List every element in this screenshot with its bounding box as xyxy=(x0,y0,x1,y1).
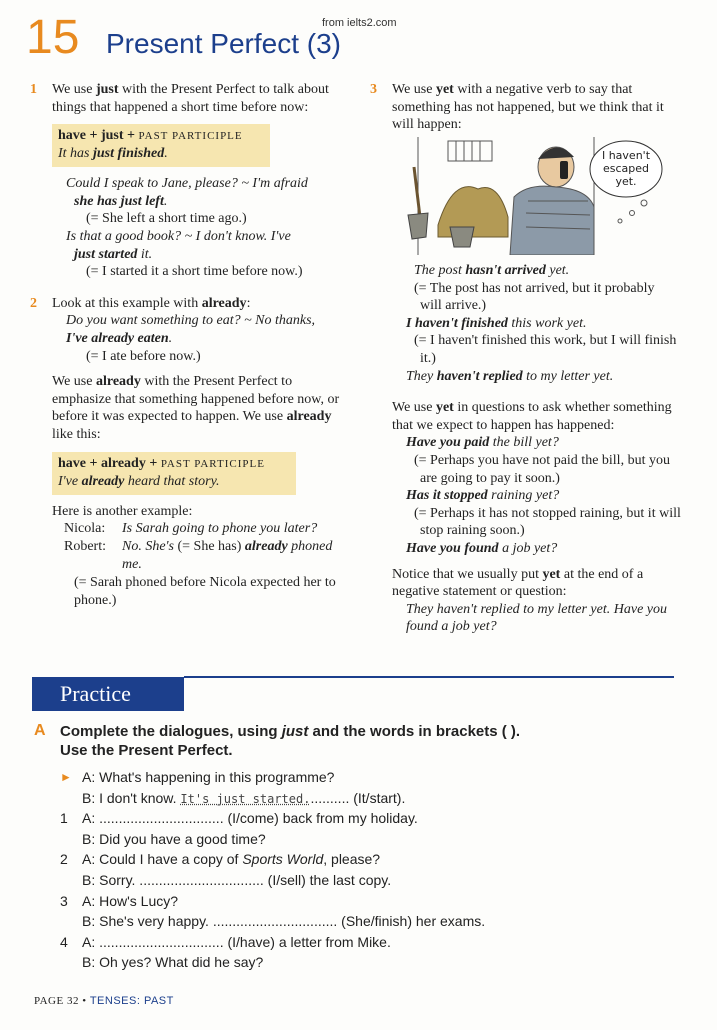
unit-number: 15 xyxy=(26,11,80,64)
formula-already-example: I've already heard that story. xyxy=(58,473,220,489)
left-column xyxy=(30,81,342,609)
page-footer xyxy=(34,995,174,1007)
blank-3-line[interactable]: B: She's very happy. ................................ (She/finish) her exams. xyxy=(82,913,486,930)
example-post: The post hasn't arrived yet. xyxy=(414,263,570,278)
exercise-letter: A xyxy=(34,722,46,739)
question-paid: Have you paid the bill yet? xyxy=(406,435,559,451)
exercise-row: 2 A: Could I have a copy of Sports World, please? xyxy=(60,851,381,868)
example-answer: It's just started. xyxy=(180,791,311,806)
example-book-gloss: (= I started it a short time before now.) xyxy=(86,264,303,280)
right-column-examples xyxy=(392,262,682,636)
exercise-row: 3 A: How's Lucy? xyxy=(60,892,179,909)
section-tag: TENSES: PAST xyxy=(89,995,174,1007)
example-jane-gloss: (= She left a short time ago.) xyxy=(86,211,247,227)
section-1 xyxy=(30,81,342,281)
exercise-instruction: Complete the dialogues, using just and the words in brackets ( ). Use the Present Perfect. xyxy=(60,723,521,759)
exercise-row: 1 A: ................................ (I/come) back from my holiday. xyxy=(60,808,680,829)
exercise-row: B: Did you have a good time? xyxy=(82,830,266,847)
already-explanation: We use already with the Present Perfect to emphasize that something happened before now, or before it was expected to happen. We use already like this: xyxy=(52,374,340,442)
exercise-row: B: Oh yes? What did he say? xyxy=(82,954,264,971)
blank-4-line[interactable]: A: ................................ (I/have) a letter from Mike. xyxy=(82,933,391,950)
formula-just-example: It has just finished. xyxy=(58,146,168,162)
yet-questions-intro: We use yet in questions to ask whether something that we expect to happen has happened: xyxy=(392,400,672,433)
exercise-row: B: I don't know. It's just started........... (It/start). xyxy=(82,789,406,806)
question-raining-gloss: (= Perhaps it has not stopped raining, but it will stop raining soon.) xyxy=(414,505,681,539)
practice-heading: Practice xyxy=(32,677,184,711)
section-3-number: 3 xyxy=(370,82,377,97)
example-book: Is that a good book? ~ I don't know. I've just started it. xyxy=(66,228,291,262)
another-example-label: Here is another example: xyxy=(52,503,193,519)
exercise-row: 4 A: ................................ (I/have) a letter from Mike. xyxy=(60,932,680,953)
notice-yet-example: They haven't replied to my letter yet. Have you found a job yet? xyxy=(406,601,668,635)
dialogue-robert-gloss: (= Sarah phoned before Nicola expected her to phone.) xyxy=(74,575,336,608)
exercise-row xyxy=(60,911,680,932)
section-3 xyxy=(370,81,682,134)
illustration-prisoner xyxy=(398,137,670,255)
source-note: from ielts2.com xyxy=(322,17,397,29)
dialogue-robert: Robert: No. She's (= She has) already phoned me. xyxy=(64,539,333,572)
example-replied: They haven't replied to my letter yet. xyxy=(406,368,614,384)
question-job: Have you found a job yet? xyxy=(406,540,558,556)
example-eat-gloss: (= I ate before now.) xyxy=(86,348,201,364)
example-marker-icon: ► xyxy=(60,770,72,784)
example-jane: Could I speak to Jane, please? ~ I'm afraid she has just left. xyxy=(66,176,308,209)
section-1-number: 1 xyxy=(30,82,37,97)
right-column xyxy=(370,81,682,134)
formula-already: have + already + PAST PARTICIPLE xyxy=(58,455,265,471)
section-2 xyxy=(30,295,342,610)
section-3-intro: We use yet with a negative verb to say that something has not happened, but we think that it will happen: xyxy=(392,82,664,133)
example-work: I haven't finished this work yet. xyxy=(406,315,587,331)
formula-box-just xyxy=(52,124,270,167)
exercise-row xyxy=(60,870,680,891)
unit-title: Present Perfect (3) xyxy=(106,28,341,59)
question-raining: Has it stopped raining yet? xyxy=(406,488,560,504)
page-number: PAGE 32 • xyxy=(34,995,87,1007)
question-paid-gloss: (= Perhaps you have not paid the bill, but you are going to pay it soon.) xyxy=(414,452,670,486)
speech-bubble-text: I haven't escaped yet. xyxy=(601,149,651,188)
example-eat: Do you want something to eat? ~ No thanks, I've already eaten. xyxy=(66,313,316,346)
notice-yet: Notice that we usually put yet at the end of a negative statement or question: xyxy=(392,566,644,600)
formula-just: have + just + PAST PARTICIPLE xyxy=(58,128,243,144)
blank-1-line[interactable]: A: ................................ (I/come) back from my holiday. xyxy=(82,810,418,827)
exercise-row: ► A: What's happening in this programme? xyxy=(60,767,680,788)
section-1-intro: We use just with the Present Perfect to talk about things that happened a short time before now: xyxy=(52,82,329,115)
section-2-intro: Look at this example with already: xyxy=(52,295,251,311)
example-work-gloss: (= I haven't finished this work, but I will finish it.) xyxy=(414,333,677,366)
blank-2-line[interactable]: B: Sorry. ................................ (I/sell) the last copy. xyxy=(82,871,392,888)
practice-divider xyxy=(184,676,674,678)
formula-box-already xyxy=(52,452,296,495)
example-post-gloss: (= The post has not arrived, but it probably will arrive.) xyxy=(414,280,655,314)
dialogue-nicola: Nicola: Is Sarah going to phone you later? xyxy=(64,521,318,537)
exercise-lines xyxy=(60,767,680,973)
section-2-number: 2 xyxy=(30,295,37,311)
